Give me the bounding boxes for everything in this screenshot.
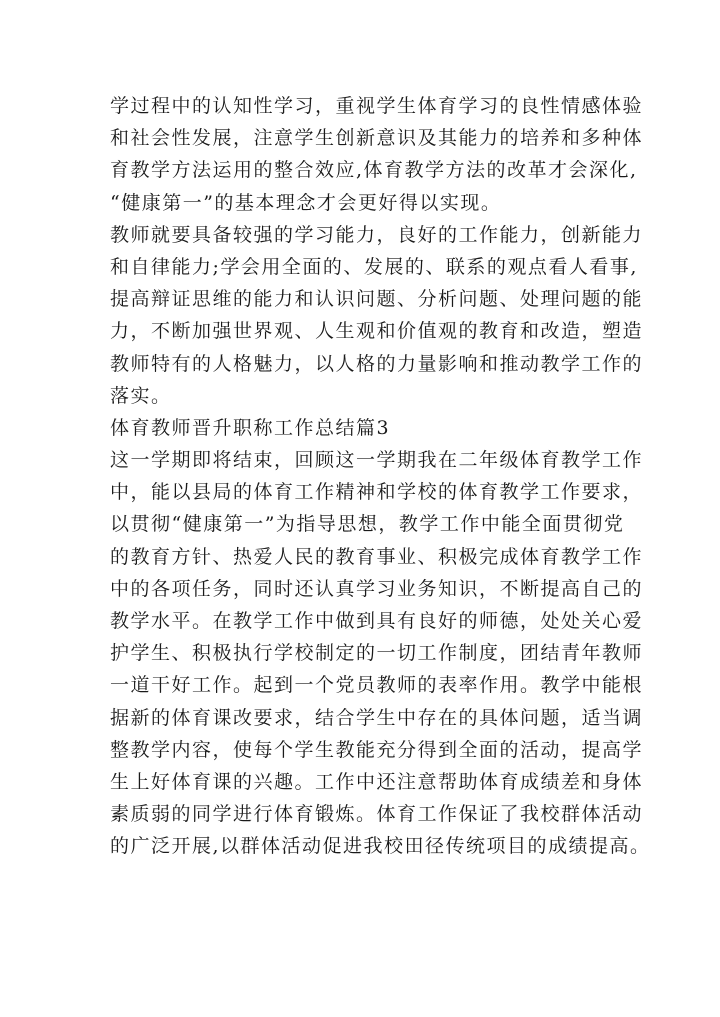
text-line-5: 教师就要具备较强的学习能力，良好的工作能力，创新能力 bbox=[110, 223, 644, 246]
text-line-2: 和社会性发展，注意学生创新意识及其能力的培养和多种体 bbox=[110, 127, 644, 150]
body-text bbox=[110, 90, 651, 863]
text-line-20: 据新的体育课改要求，结合学生中存在的具体问题，适当调 bbox=[110, 706, 644, 729]
text-line-4: “健康第一”的基本理念才会更好得以实现。 bbox=[110, 191, 502, 214]
section-heading: 体育教师晋升职称工作总结篇3 bbox=[110, 416, 391, 439]
text-line-15: 的教育方针、热爱人民的教育事业、积极完成体育教学工作 bbox=[110, 545, 644, 568]
text-line-16: 中的各项任务，同时还认真学习业务知识，不断提高自己的 bbox=[110, 577, 644, 600]
text-line-14: 以贯彻“健康第一”为指导思想，教学工作中能全面贯彻党 bbox=[110, 513, 625, 536]
text-line-12: 这一学期即将结束，回顾这一学期我在二年级体育教学工作 bbox=[110, 449, 644, 472]
text-line-10: 落实。 bbox=[110, 384, 172, 407]
text-line-23: 素质弱的同学进行体育锻炼。体育工作保证了我校群体活动 bbox=[110, 803, 644, 826]
text-line-18: 护学生、积极执行学校制定的一切工作制度，团结青年教师 bbox=[110, 642, 644, 665]
text-line-6: 和自律能力;学会用全面的、发展的、联系的观点看人看事, bbox=[110, 255, 638, 278]
text-line-22: 生上好体育课的兴趣。工作中还注意帮助体育成绩差和身体 bbox=[110, 770, 644, 793]
text-line-9: 教师特有的人格魅力，以人格的力量影响和推动教学工作的 bbox=[110, 352, 644, 375]
text-line-24: 的广泛开展,以群体活动促进我校田径传统项目的成绩提高。 bbox=[110, 835, 651, 858]
text-line-13: 中，能以县局的体育工作精神和学校的体育教学工作要求， bbox=[110, 481, 644, 504]
text-line-21: 整教学内容，使每个学生教能充分得到全面的活动，提高学 bbox=[110, 738, 644, 761]
text-line-19: 一道干好工作。起到一个党员教师的表率作用。教学中能根 bbox=[110, 674, 644, 697]
text-line-8: 力，不断加强世界观、人生观和价值观的教育和改造，塑造 bbox=[110, 320, 644, 343]
text-line-1: 学过程中的认知性学习，重视学生体育学习的良性情感体验 bbox=[110, 95, 644, 117]
text-line-17: 教学水平。在教学工作中做到具有良好的师德，处处关心爱 bbox=[110, 610, 644, 632]
text-line-7: 提高辩证思维的能力和认识问题、分析问题、处理问题的能 bbox=[110, 288, 644, 311]
text-line-3: 育教学方法运用的整合效应,体育教学方法的改革才会深化, bbox=[110, 159, 638, 182]
